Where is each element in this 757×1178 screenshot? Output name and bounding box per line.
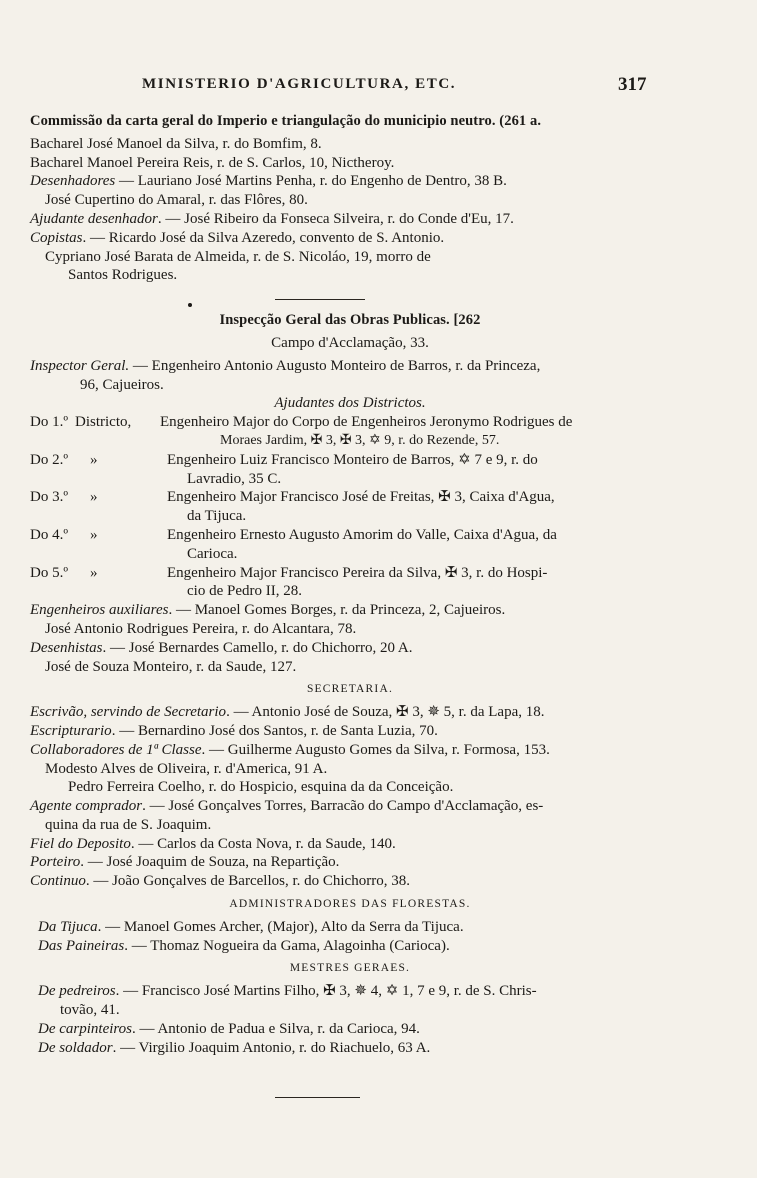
district-list bbox=[30, 413, 670, 601]
fiel-line bbox=[30, 835, 670, 854]
divider-rule-1 bbox=[275, 299, 365, 300]
eng-aux-label: Engenheiros auxiliares bbox=[30, 602, 169, 619]
page-number: 317 bbox=[618, 74, 647, 95]
district-quote: » bbox=[90, 526, 98, 543]
district-cont-2: Lavradio, 35 C. bbox=[187, 470, 282, 487]
paineiras-line bbox=[30, 937, 670, 956]
fiel-text: . — Carlos da Costa Nova, r. da Saude, 140. bbox=[130, 835, 396, 852]
district-cont-4: Carioca. bbox=[187, 545, 238, 562]
district-cont-1: Moraes Jardim, ✠ 3, ✠ 3, ✡ 9, r. do Rezende, 57. bbox=[220, 432, 500, 448]
mestres-heading: MESTRES GERAES. bbox=[289, 962, 411, 975]
section-divider-1 bbox=[30, 297, 670, 307]
soldador-line bbox=[30, 1039, 670, 1058]
commissao-line-1: Bacharel José Manoel da Silva, r. do Bomfim, 8. bbox=[30, 135, 322, 152]
tijuca-label: Da Tijuca bbox=[38, 918, 98, 935]
inspector-line bbox=[30, 357, 670, 376]
running-header bbox=[0, 76, 757, 98]
district-row-1 bbox=[30, 413, 670, 432]
desenhadores-cont: José Cupertino do Amaral, r. das Flôres, 80. bbox=[45, 192, 308, 209]
header-title: MINISTERIO D'AGRICULTURA, ETC. bbox=[142, 76, 457, 92]
escripturario-line bbox=[30, 722, 670, 741]
inspector-text: — Engenheiro Antonio Augusto Monteiro de Barros, r. da Princeza, bbox=[129, 357, 541, 374]
florestas-heading: ADMINISTRADORES DAS FLORESTAS. bbox=[229, 898, 471, 911]
desenhadores-line bbox=[30, 172, 670, 191]
agente-text: . — José Gonçalves Torres, Barracão do Campo d'Acclamação, es- bbox=[142, 798, 544, 815]
collab-cont-2: Pedro Ferreira Coelho, r. do Hospicio, esquina da da Conceição. bbox=[68, 779, 454, 796]
continuo-text: . — João Gonçalves de Barcellos, r. do Chichorro, 38. bbox=[85, 873, 410, 890]
district-cont-5: cio de Pedro II, 28. bbox=[187, 583, 302, 600]
carpinteiros-text: . — Antonio de Padua e Silva, r. da Carioca, 94. bbox=[132, 1020, 420, 1037]
pedreiros-text: . — Francisco José Martins Filho, ✠ 3, ✵ 4, ✡ 1, 7 e 9, r. de S. Chris- bbox=[115, 983, 537, 1000]
district-text: Engenheiro Major Francisco José de Freitas, ✠ 3, Caixa d'Agua, bbox=[167, 489, 555, 506]
desenhadores-label: Desenhadores bbox=[30, 173, 116, 190]
secretaria-heading: SECRETARIA. bbox=[306, 683, 394, 696]
desenhistas-cont: José de Souza Monteiro, r. da Saude, 127. bbox=[45, 658, 297, 675]
ajudantes-heading-text: Ajudantes dos Districtos. bbox=[274, 395, 426, 412]
district-label: Do 2.º bbox=[30, 451, 68, 468]
ajudantes-heading bbox=[30, 394, 670, 413]
paineiras-text: . — Thomaz Nogueira da Gama, Alagoinha (Carioca). bbox=[124, 937, 450, 954]
district-quote: Districto, bbox=[75, 414, 132, 431]
tijuca-line bbox=[30, 918, 670, 937]
district-quote: » bbox=[90, 451, 98, 468]
inspector-cont: 96, Cajueiros. bbox=[80, 376, 164, 393]
district-text: Engenheiro Major Francisco Pereira da Silva, ✠ 3, r. do Hospi- bbox=[167, 564, 548, 581]
ajudante-text: . — José Ribeiro da Fonseca Silveira, r. do Conde d'Eu, 17. bbox=[157, 210, 514, 227]
collab-label: Collaboradores de 1ª Classe bbox=[30, 741, 202, 758]
copistas-text: . — Ricardo José da Silva Azeredo, convento de S. Antonio. bbox=[82, 229, 445, 246]
copistas-cont-2: Santos Rodrigues. bbox=[68, 267, 178, 284]
district-text: Engenheiro Ernesto Augusto Amorim do Valle, Caixa d'Agua, da bbox=[167, 526, 557, 543]
desenhistas-text: . — José Bernardes Camello, r. do Chichorro, 20 A. bbox=[102, 639, 413, 656]
soldador-label: De soldador bbox=[38, 1039, 113, 1056]
tijuca-text: . — Manoel Gomes Archer, (Major), Alto da Serra da Tijuca. bbox=[97, 918, 464, 935]
commissao-title: Commissão da carta geral do Imperio e triangulação do municipio neutro. (261 a. bbox=[30, 113, 542, 129]
district-label: Do 4.º bbox=[30, 526, 68, 543]
ornament-dot bbox=[188, 303, 192, 307]
soldador-text: . — Virgilio Joaquim Antonio, r. do Riachuelo, 63 A. bbox=[112, 1039, 431, 1056]
inspeccao-title: Inspecção Geral das Obras Publicas. [262 bbox=[219, 312, 481, 329]
desenhadores-text: — Lauriano José Martins Penha, r. do Engenho de Dentro, 38 B. bbox=[115, 173, 507, 190]
pedreiros-line bbox=[30, 982, 670, 1001]
district-row-5 bbox=[30, 564, 670, 583]
district-label: Do 3.º bbox=[30, 489, 68, 506]
carpinteiros-label: De carpinteiros bbox=[38, 1020, 133, 1037]
ajudante-label: Ajudante desenhador bbox=[30, 210, 158, 227]
inspector-label: Inspector Geral. bbox=[30, 357, 130, 374]
agente-cont: quina da rua de S. Joaquim. bbox=[45, 816, 212, 833]
agente-line bbox=[30, 797, 670, 816]
district-row-4 bbox=[30, 526, 670, 545]
escrivao-text: . — Antonio José de Souza, ✠ 3, ✵ 5, r. da Lapa, 18. bbox=[226, 704, 545, 721]
copistas-line bbox=[30, 229, 670, 248]
eng-aux-text: . — Manoel Gomes Borges, r. da Princeza, 2, Cajueiros. bbox=[168, 602, 506, 619]
agente-label: Agente comprador bbox=[30, 798, 143, 815]
escrivao-line bbox=[30, 703, 670, 722]
continuo-line bbox=[30, 872, 670, 891]
escrivao-label: Escrivão, servindo de Secretario bbox=[30, 704, 227, 721]
carpinteiros-line bbox=[30, 1020, 670, 1039]
page-body bbox=[30, 112, 670, 1098]
commissao-line-2: Bacharel Manoel Pereira Reis, r. de S. Carlos, 10, Nictheroy. bbox=[30, 154, 395, 171]
copistas-label: Copistas bbox=[30, 229, 83, 246]
inspeccao-address: Campo d'Acclamação, 33. bbox=[271, 334, 429, 351]
continuo-label: Continuo bbox=[30, 873, 86, 890]
collab-text: . — Guilherme Augusto Gomes da Silva, r. Formosa, 153. bbox=[201, 741, 550, 758]
collab-line bbox=[30, 741, 670, 760]
district-quote: » bbox=[90, 489, 98, 506]
porteiro-label: Porteiro bbox=[30, 854, 81, 871]
escripturario-label: Escripturario bbox=[30, 722, 112, 739]
district-label: Do 5.º bbox=[30, 564, 68, 581]
eng-aux-cont: José Antonio Rodrigues Pereira, r. do Alcantara, 78. bbox=[45, 620, 357, 637]
copistas-cont-1: Cypriano José Barata de Almeida, r. de S. Nicoláo, 19, morro de bbox=[45, 248, 431, 265]
district-text: Engenheiro Major do Corpo de Engenheiros Jeronymo Rodrigues de bbox=[160, 414, 573, 431]
desenhistas-line bbox=[30, 639, 670, 658]
district-label: Do 1.º bbox=[30, 414, 68, 431]
escripturario-text: . — Bernardino José dos Santos, r. de Santa Luzia, 70. bbox=[111, 722, 438, 739]
pedreiros-cont: tovão, 41. bbox=[60, 1002, 120, 1019]
district-text: Engenheiro Luiz Francisco Monteiro de Barros, ✡ 7 e 9, r. do bbox=[167, 451, 538, 468]
ajudante-line bbox=[30, 210, 670, 229]
paineiras-label: Das Paineiras bbox=[38, 937, 125, 954]
district-row-3 bbox=[30, 488, 670, 507]
district-row-2 bbox=[30, 451, 670, 470]
district-quote: » bbox=[90, 564, 98, 581]
collab-cont-1: Modesto Alves de Oliveira, r. d'America, 91 A. bbox=[45, 760, 328, 777]
porteiro-line bbox=[30, 853, 670, 872]
fiel-label: Fiel do Deposito bbox=[30, 835, 131, 852]
district-cont-3: da Tijuca. bbox=[187, 508, 247, 525]
desenhistas-label: Desenhistas bbox=[30, 639, 103, 656]
eng-aux-line bbox=[30, 601, 670, 620]
pedreiros-label: De pedreiros bbox=[38, 983, 116, 1000]
porteiro-text: . — José Joaquim de Souza, na Repartição. bbox=[80, 854, 340, 871]
closing-rule bbox=[275, 1097, 360, 1098]
